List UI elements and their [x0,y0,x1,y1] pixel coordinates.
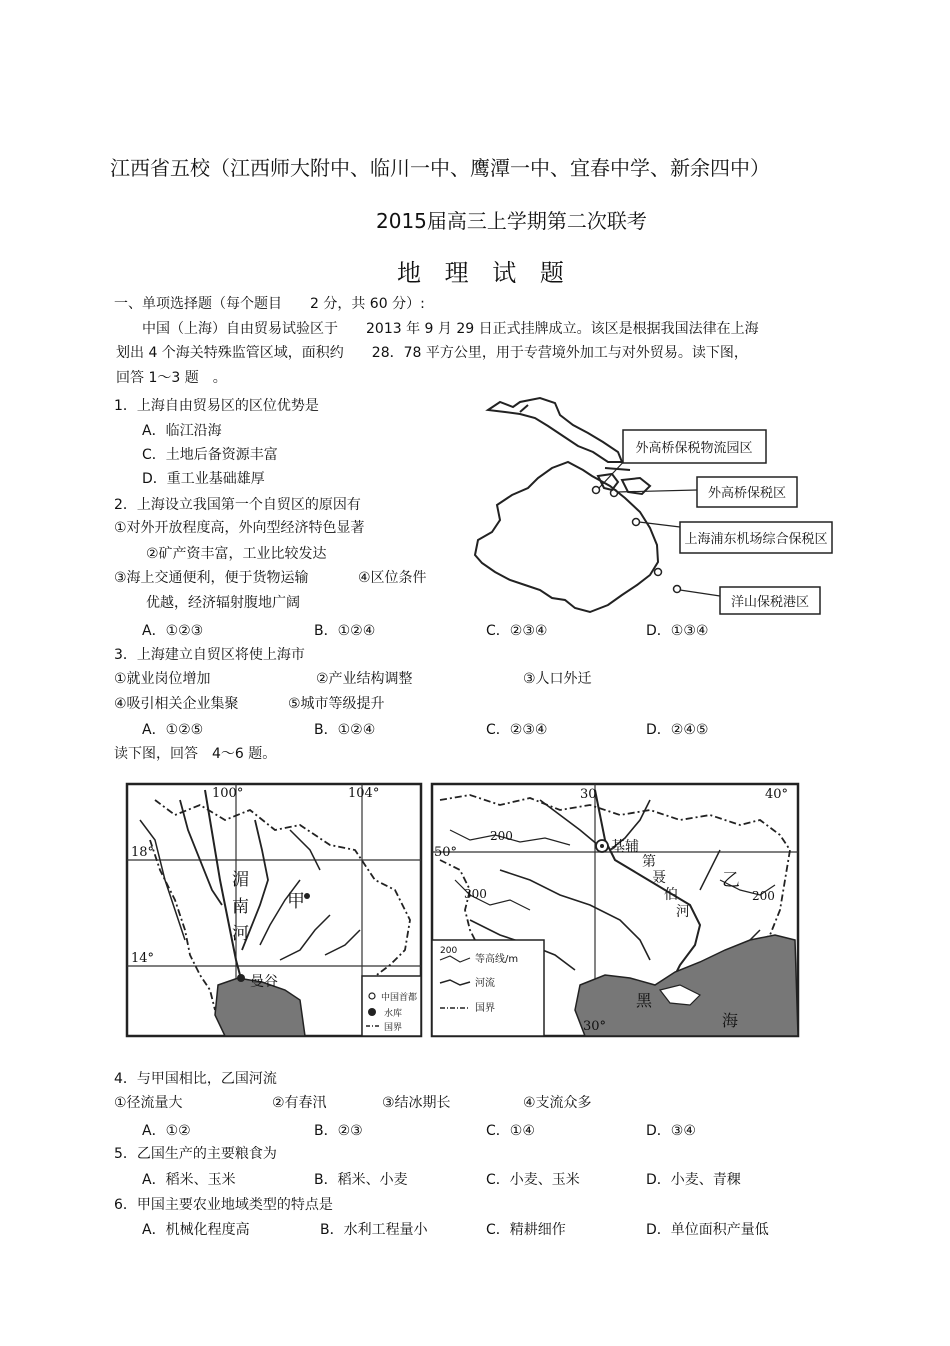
q5-option-b: B．稻米、小麦 [314,1172,408,1188]
lon-104: 104° [348,786,380,801]
read-map-instruction: 读下图，回答 4～6 题。 [114,746,277,762]
lat-18: 18° [131,845,155,860]
q1-option-c: C．土地后备资源丰富 [142,447,278,463]
question-6-stem: 6．甲国主要农业地域类型的特点是 [114,1197,333,1213]
q3-option-c: C．②③④ [486,722,548,738]
legend-river: 河流 [475,978,495,989]
q6-option-d: D．单位面积产量低 [646,1222,769,1238]
intro-line-2: 划出 4 个海关特殊监管区域，面积约 28．78 平方公里，用于专营境外加工与对外贸易。读下图， [116,345,748,361]
q4-option-c: C．①④ [486,1123,535,1139]
q4-item-3: ③结冰期长 [382,1095,451,1111]
legend-border: 国界 [384,1023,403,1033]
river-char-2: 聂 [652,870,666,886]
question-2-stem: 2．上海设立我国第一个自贸区的原因有 [114,497,361,513]
map-country-jia [120,780,425,1040]
contour-300: 300 [464,887,487,901]
country-jia-label: 甲 [287,891,305,912]
q2-item-2: ②矿产资丰富，工业比较发达 [146,546,327,562]
zone-marker-pudong [633,519,640,526]
shanghai-map [465,390,845,630]
q2-item-1: ①对外开放程度高，外向型经济特色显著 [114,520,365,536]
label-waigaoqiao: 外高桥保税区 [707,486,787,501]
q6-option-b: B．水利工程量小 [320,1222,428,1238]
q6-option-c: C．精耕细作 [486,1222,566,1238]
legend-capital: 中国首都 [381,993,418,1003]
question-4-stem: 4．与甲国相比，乙国河流 [114,1071,277,1087]
section-heading: 一、单项选择题（每个题目 2 分，共 60 分）: [114,296,425,312]
river-char-3: 河 [232,924,249,944]
lon-100: 100° [212,786,244,801]
q1-option-a: A．临江沿海 [142,423,222,439]
river-char-1: 湄 [232,870,249,890]
q5-option-d: D．小麦、青稞 [646,1172,741,1188]
legend-contour: 等高线/m [475,954,519,965]
river-char-3: 伯 [664,887,678,903]
q2-option-a: A．①②③ [142,623,204,639]
map-country-yi [425,780,805,1040]
q3-item-2: ②产业结构调整 [316,671,413,687]
lon-30: 30 [580,787,597,802]
q5-option-a: A．稻米、玉米 [142,1172,236,1188]
question-3-stem: 3．上海建立自贸区将使上海市 [114,647,305,663]
river-char-1: 第 [642,854,656,870]
q6-option-a: A．机械化程度高 [142,1222,250,1238]
q3-item-3: ③人口外迁 [523,671,592,687]
city-bangkok: 曼谷 [250,974,278,990]
lat-30: 30° [583,1019,607,1034]
legend-reservoir: 水库 [384,1009,403,1019]
q2-option-c: C．②③④ [486,623,548,639]
page-title: 地 理 试 题 [397,259,572,287]
question-1-stem: 1．上海自由贸易区的区位优势是 [114,398,319,414]
river-char-4: 河 [676,904,690,920]
river-char-2: 南 [232,897,249,917]
q2-item-4-cont: 优越，经济辐射腹地广阔 [146,595,300,611]
q3-item-4: ④吸引相关企业集聚 [114,696,239,712]
q2-option-d: D．①③④ [646,623,709,639]
contour-200-west: 200 [490,829,513,843]
q3-item-1: ①就业岗位增加 [114,671,211,687]
question-5-stem: 5．乙国生产的主要粮食为 [114,1146,277,1162]
contour-200-east: 200 [752,889,775,903]
label-pudong-airport: 上海浦东机场综合保税区 [684,532,828,547]
q4-option-b: B．②③ [314,1123,363,1139]
sea-char-1: 黑 [636,991,653,1010]
intro-line-3: 回答 1～3 题 。 [116,370,227,386]
q3-option-b: B．①②④ [314,722,376,738]
zone-marker-yangshan [674,586,681,593]
legend-border: 国界 [475,1003,495,1014]
q2-item-3: ③海上交通便利，便于货物运输 [114,570,309,586]
zone-marker-yangshan-coast [655,569,662,576]
label-yangshan: 洋山保税港区 [730,595,810,610]
q2-option-b: B．①②④ [314,623,376,639]
q2-item-4: ④区位条件 [358,570,427,586]
intro-line-1: 中国（上海）自由贸易试验区于 2013 年 9 月 29 日正式挂牌成立。该区是根据我国法律在上海 [142,321,759,337]
city-kyiv: 基辅 [611,839,639,855]
lat-14: 14° [131,951,155,966]
q4-item-4: ④支流众多 [523,1095,592,1111]
q4-option-d: D．③④ [646,1123,696,1139]
label-logistics-park: 外高桥保税物流园区 [635,441,753,456]
q3-item-5: ⑤城市等级提升 [288,696,385,712]
sea-char-2: 海 [722,1011,739,1030]
zone-marker-logistics [593,487,600,494]
q1-option-d: D．重工业基础雄厚 [142,471,265,487]
school-line: 江西省五校（江西师大附中、临川一中、鹰潭一中、宜春中学、新余四中） [110,156,770,180]
q4-item-2: ②有春汛 [272,1095,327,1111]
zone-marker-waigaoqiao [611,490,618,497]
country-yi-label: 乙 [722,870,740,891]
q3-option-a: A．①②⑤ [142,722,204,738]
lon-40: 40° [765,787,789,802]
legend-contour-value: 200 [440,946,458,956]
q4-item-1: ①径流量大 [114,1095,183,1111]
q3-option-d: D．②④⑤ [646,722,709,738]
lat-50: 50° [434,845,458,860]
shanghai-mainland [475,462,658,612]
q5-option-c: C．小麦、玉米 [486,1172,580,1188]
chongming-island [488,398,622,462]
q4-option-a: A．①② [142,1123,191,1139]
exam-line: 2015届高三上学期第二次联考 [376,209,647,233]
